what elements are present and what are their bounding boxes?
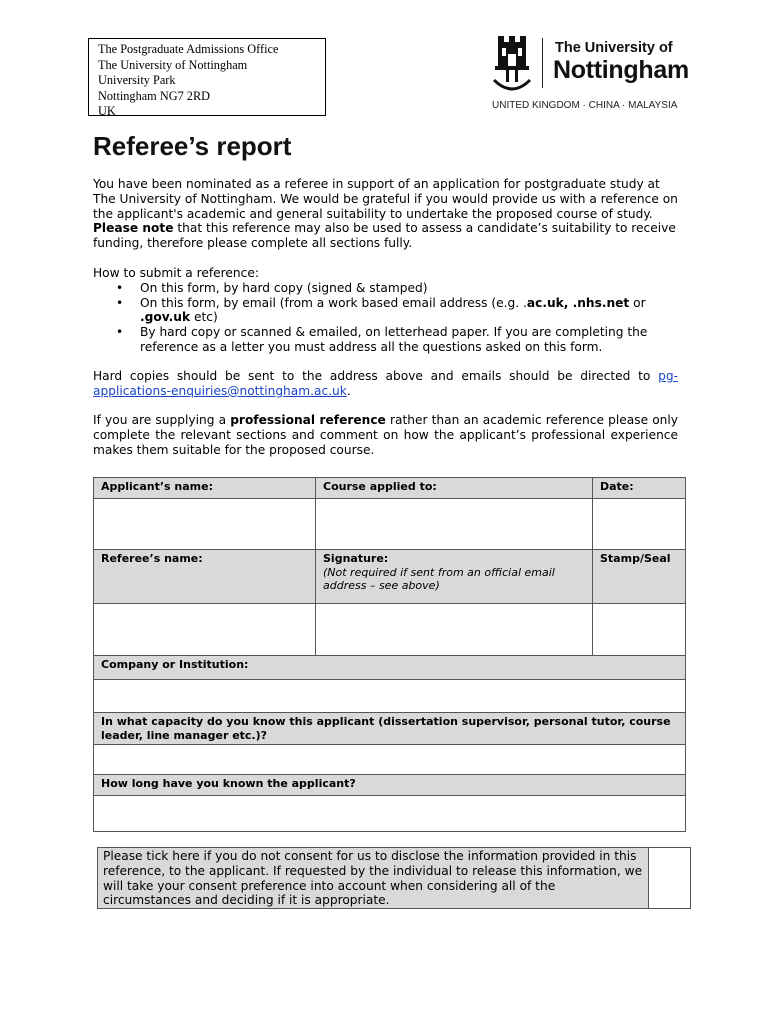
stamp-field[interactable] (593, 604, 686, 656)
castle-crest-icon (492, 36, 532, 94)
list-item: • On this form, by hard copy (signed & stamped) (140, 281, 678, 296)
how-long-field[interactable] (94, 796, 686, 832)
capacity-label: In what capacity do you know this applicant (dissertation supervisor, personal tutor, course leader, line manager etc.)? (94, 713, 686, 745)
address-line: The University of Nottingham (98, 57, 248, 72)
address-box (88, 38, 326, 116)
course-label: Course applied to: (316, 478, 593, 499)
referee-form-table (93, 477, 686, 832)
intro-paragraph: You have been nominated as a referee in support of an application for postgraduate study at The University of Nottingham. We would be grateful if you would provide us with a reference on the applicant's academic and general suitability to undertake the proposed course of study. Please note that this reference may also be used to assess a candidate’s suitability to receive funding, therefore please complete all sections fully. (93, 177, 678, 251)
how-to-heading: How to submit a reference: (93, 266, 259, 280)
logo-tagline: UNITED KINGDOM · CHINA · MALAYSIA (492, 100, 678, 111)
signature-note: (Not required if sent from an official email address – see above) (323, 565, 555, 592)
address-line: University Park (98, 73, 176, 87)
logo-divider (542, 38, 543, 88)
how-to-section (93, 266, 678, 355)
university-logo (492, 34, 692, 114)
stamp-label: Stamp/Seal (593, 550, 686, 604)
list-item: • By hard copy or scanned & emailed, on letterhead paper. If you are completing the reference as a letter you must address all the questions asked on this form. (140, 325, 678, 355)
signature-label: Signature: (Not required if sent from an official email address – see above) (316, 550, 593, 604)
list-item: • On this form, by email (from a work based email address (e.g. .ac.uk, .nhs.net or .gov.uk etc) (140, 296, 678, 326)
address-line: The Postgraduate Admissions Office (98, 42, 279, 56)
referee-name-label: Referee’s name: (94, 550, 316, 604)
consent-table (97, 847, 691, 909)
consent-checkbox[interactable] (649, 848, 691, 909)
how-long-label: How long have you known the applicant? (94, 775, 686, 796)
address-line: UK (98, 104, 116, 116)
date-label: Date: (593, 478, 686, 499)
capacity-field[interactable] (94, 745, 686, 775)
hard-copy-paragraph: Hard copies should be sent to the address above and emails should be directed to pg-applications-enquiries@nottingham.ac.uk. (93, 369, 678, 398)
applicant-name-field[interactable] (94, 499, 316, 550)
address-line: Nottingham NG7 2RD (98, 88, 211, 103)
date-field[interactable] (593, 499, 686, 550)
logo-line-2: Nottingham (553, 56, 689, 84)
referee-name-field[interactable] (94, 604, 316, 656)
page-title: Referee’s report (93, 131, 292, 161)
applicant-name-label: Applicant’s name: (94, 478, 316, 499)
logo-line-1: The University of (555, 40, 673, 56)
course-field[interactable] (316, 499, 593, 550)
professional-paragraph: If you are supplying a professional reference rather than an academic reference please only complete the relevant sections and comment on how the applicant’s professional experience makes them suitable for the proposed course. (93, 413, 678, 457)
how-to-list (93, 281, 678, 355)
company-label: Company or Institution: (94, 656, 686, 680)
email-link[interactable]: pg-applications-enquiries@nottingham.ac.uk (93, 369, 678, 398)
signature-field[interactable] (316, 604, 593, 656)
consent-text: Please tick here if you do not consent for us to disclose the information provided in this reference, to the applicant. If requested by the individual to release this information, we will take your consent preference into account when considering all of the circumstances and deciding if it is appropriate. (98, 848, 649, 909)
company-field[interactable] (94, 680, 686, 713)
